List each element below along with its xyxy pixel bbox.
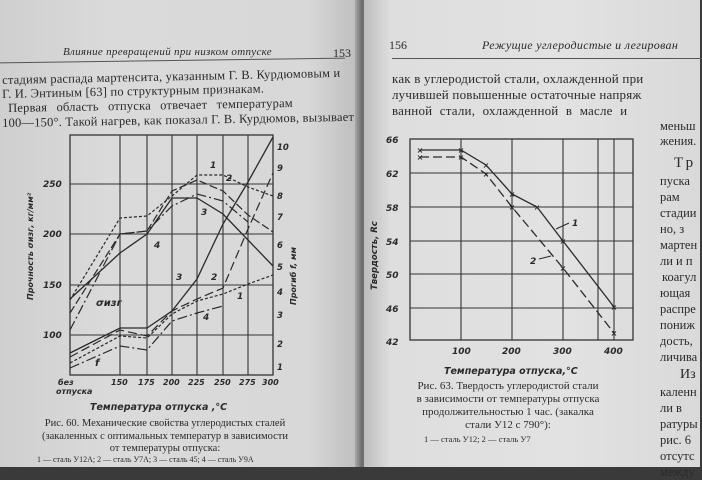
- svg-text:1: 1: [277, 363, 283, 373]
- header-rule: [0, 58, 345, 64]
- svg-text:2: 2: [530, 257, 537, 267]
- body-line: как в углеродистой стали, охлажденной при: [392, 71, 644, 86]
- side-line: ющая: [660, 286, 691, 300]
- running-head-left: Влияние превращений при низком отпуске: [63, 46, 272, 58]
- svg-text:Прогиб f, мм: Прогиб f, мм: [289, 246, 298, 305]
- side-line: ли и п: [660, 254, 693, 268]
- side-line: ли в: [660, 401, 682, 415]
- caption-line: от температуры отпуска:: [109, 443, 221, 454]
- caption-line: в зависимости от температуры отпуска: [416, 393, 600, 405]
- figure-60-xlabel: [90, 399, 270, 413]
- side-line: ратуры: [660, 417, 698, 431]
- svg-text:×: ×: [416, 146, 424, 155]
- right-page: [364, 0, 700, 479]
- svg-text:150: 150: [111, 378, 128, 387]
- figure-60-chart: [0, 125, 360, 396]
- svg-text:46: 46: [386, 305, 399, 315]
- svg-text:отпуска: отпуска: [56, 387, 93, 396]
- svg-text:50: 50: [386, 271, 399, 281]
- side-line: отсутс: [660, 449, 695, 463]
- body-line: лучившей повышенные остаточные напряж: [392, 87, 642, 102]
- svg-text:×: ×: [457, 153, 465, 162]
- side-line: жения.: [660, 134, 697, 148]
- side-line: пониж: [660, 318, 695, 332]
- svg-text:×: ×: [559, 264, 567, 273]
- svg-text:200: 200: [163, 378, 180, 387]
- svg-text:54: 54: [386, 238, 399, 248]
- svg-text:5: 5: [277, 263, 283, 273]
- svg-text:×: ×: [508, 190, 516, 199]
- side-line: каленн: [660, 385, 697, 399]
- side-line: коагул: [662, 270, 697, 284]
- caption-line: (закаленных с оптимальных температур в зависимости: [42, 430, 288, 442]
- page-number-left: 153: [333, 46, 351, 60]
- svg-text:300: 300: [553, 347, 572, 357]
- svg-text:400: 400: [604, 347, 623, 357]
- header-rule: [392, 58, 702, 59]
- caption-line: Рис. 60. Механические свойства углеродистых сталей: [44, 418, 286, 429]
- svg-text:4: 4: [277, 288, 283, 298]
- svg-text:×: ×: [482, 161, 490, 170]
- svg-text:Прочность σизг, кг/мм²: Прочность σизг, кг/мм²: [26, 192, 35, 300]
- svg-text:200: 200: [43, 230, 62, 240]
- svg-text:×: ×: [416, 153, 424, 162]
- svg-text:250: 250: [43, 180, 62, 190]
- svg-text:100: 100: [43, 331, 62, 341]
- svg-text:4: 4: [203, 313, 210, 323]
- side-line: мартен: [660, 238, 698, 252]
- svg-text:×: ×: [482, 170, 490, 179]
- svg-text:2: 2: [226, 174, 233, 184]
- svg-text:×: ×: [610, 303, 618, 312]
- figure-63-xlabel: [444, 363, 604, 377]
- svg-text:10: 10: [277, 143, 289, 153]
- side-line: рис. 6: [660, 433, 691, 447]
- svg-text:100: 100: [452, 347, 471, 357]
- svg-text:9: 9: [277, 164, 283, 174]
- svg-text:200: 200: [502, 347, 521, 357]
- svg-text:1: 1: [210, 161, 217, 171]
- svg-text:2: 2: [211, 273, 218, 283]
- svg-text:3: 3: [201, 208, 208, 218]
- svg-text:275: 275: [239, 378, 256, 387]
- running-head-right: Режущие углеродистые и легирован: [482, 38, 679, 52]
- svg-text:Температура отпуска,°С: Температура отпуска,°С: [444, 366, 578, 377]
- body-line: 100—150°. Такой нагрев, как показал Г. В. Курдюмов, вызывает: [2, 109, 355, 130]
- svg-text:175: 175: [138, 378, 155, 387]
- side-line: распре: [660, 302, 696, 316]
- svg-text:42: 42: [386, 338, 399, 348]
- page-number-right: 156: [389, 38, 407, 52]
- svg-text:Температура отпуска ,°С: Температура отпуска ,°С: [90, 402, 228, 413]
- svg-text:58: 58: [386, 204, 399, 214]
- svg-text:150: 150: [43, 281, 62, 291]
- figure-60-caption: [30, 418, 300, 456]
- caption-line: продолжительностью 1 час. (закалка: [422, 406, 594, 418]
- figure-63-chart: [364, 125, 664, 365]
- side-line: Тр: [674, 155, 697, 171]
- svg-text:×: ×: [610, 329, 618, 338]
- body-line: ванной стали, охлажденной в масле и: [392, 103, 628, 118]
- side-line: но, з: [660, 222, 685, 236]
- svg-text:225: 225: [188, 378, 205, 387]
- side-line: пуска: [660, 174, 690, 188]
- svg-text:3: 3: [176, 273, 183, 283]
- side-line: меньш: [660, 119, 696, 133]
- side-line: личива: [660, 350, 698, 364]
- svg-text:×: ×: [559, 237, 567, 246]
- svg-text:4: 4: [154, 241, 161, 251]
- svg-text:×: ×: [508, 203, 516, 212]
- svg-text:7: 7: [277, 213, 283, 223]
- svg-text:σизг: σизг: [96, 298, 122, 309]
- svg-text:6: 6: [277, 241, 283, 251]
- svg-text:3: 3: [277, 311, 283, 321]
- figure-63-caption: [378, 380, 638, 432]
- caption-line: Рис. 63. Твердость углеродистой стали: [417, 380, 599, 392]
- caption-line: стали У12 с 790°):: [465, 419, 551, 431]
- body-line: Г. И. Энтиным [63] по структурным признакам.: [2, 81, 265, 101]
- svg-text:1: 1: [572, 219, 579, 229]
- svg-text:250: 250: [214, 378, 231, 387]
- svg-text:62: 62: [386, 170, 399, 180]
- figure-63-legend: 1 — сталь У12; 2 — сталь У7: [424, 434, 531, 444]
- svg-text:×: ×: [533, 203, 541, 212]
- svg-text:66: 66: [386, 136, 399, 146]
- side-line: Из: [680, 367, 696, 382]
- svg-text:f: f: [95, 358, 100, 369]
- svg-text:300: 300: [262, 378, 279, 387]
- svg-text:8: 8: [277, 192, 283, 202]
- side-line: между: [660, 465, 695, 479]
- side-line: рам: [660, 190, 680, 204]
- side-line: дость,: [660, 334, 693, 348]
- body-line: Первая область отпуска отвечает температурам: [8, 96, 293, 115]
- svg-text:×: ×: [457, 146, 465, 155]
- figure-60-legend: 1 — сталь У12А; 2 — сталь У7А; 3 — сталь 45; 4 — сталь У9А: [37, 455, 254, 464]
- svg-text:2: 2: [277, 340, 283, 350]
- svg-text:1: 1: [237, 292, 244, 302]
- side-line: стадии: [660, 206, 697, 220]
- svg-text:без: без: [58, 378, 74, 387]
- svg-text:Твердость, Rc: Твердость, Rc: [370, 221, 380, 290]
- body-line: стадиям распада мартенсита, указанным Г. В. Курдюмовым и: [2, 65, 341, 87]
